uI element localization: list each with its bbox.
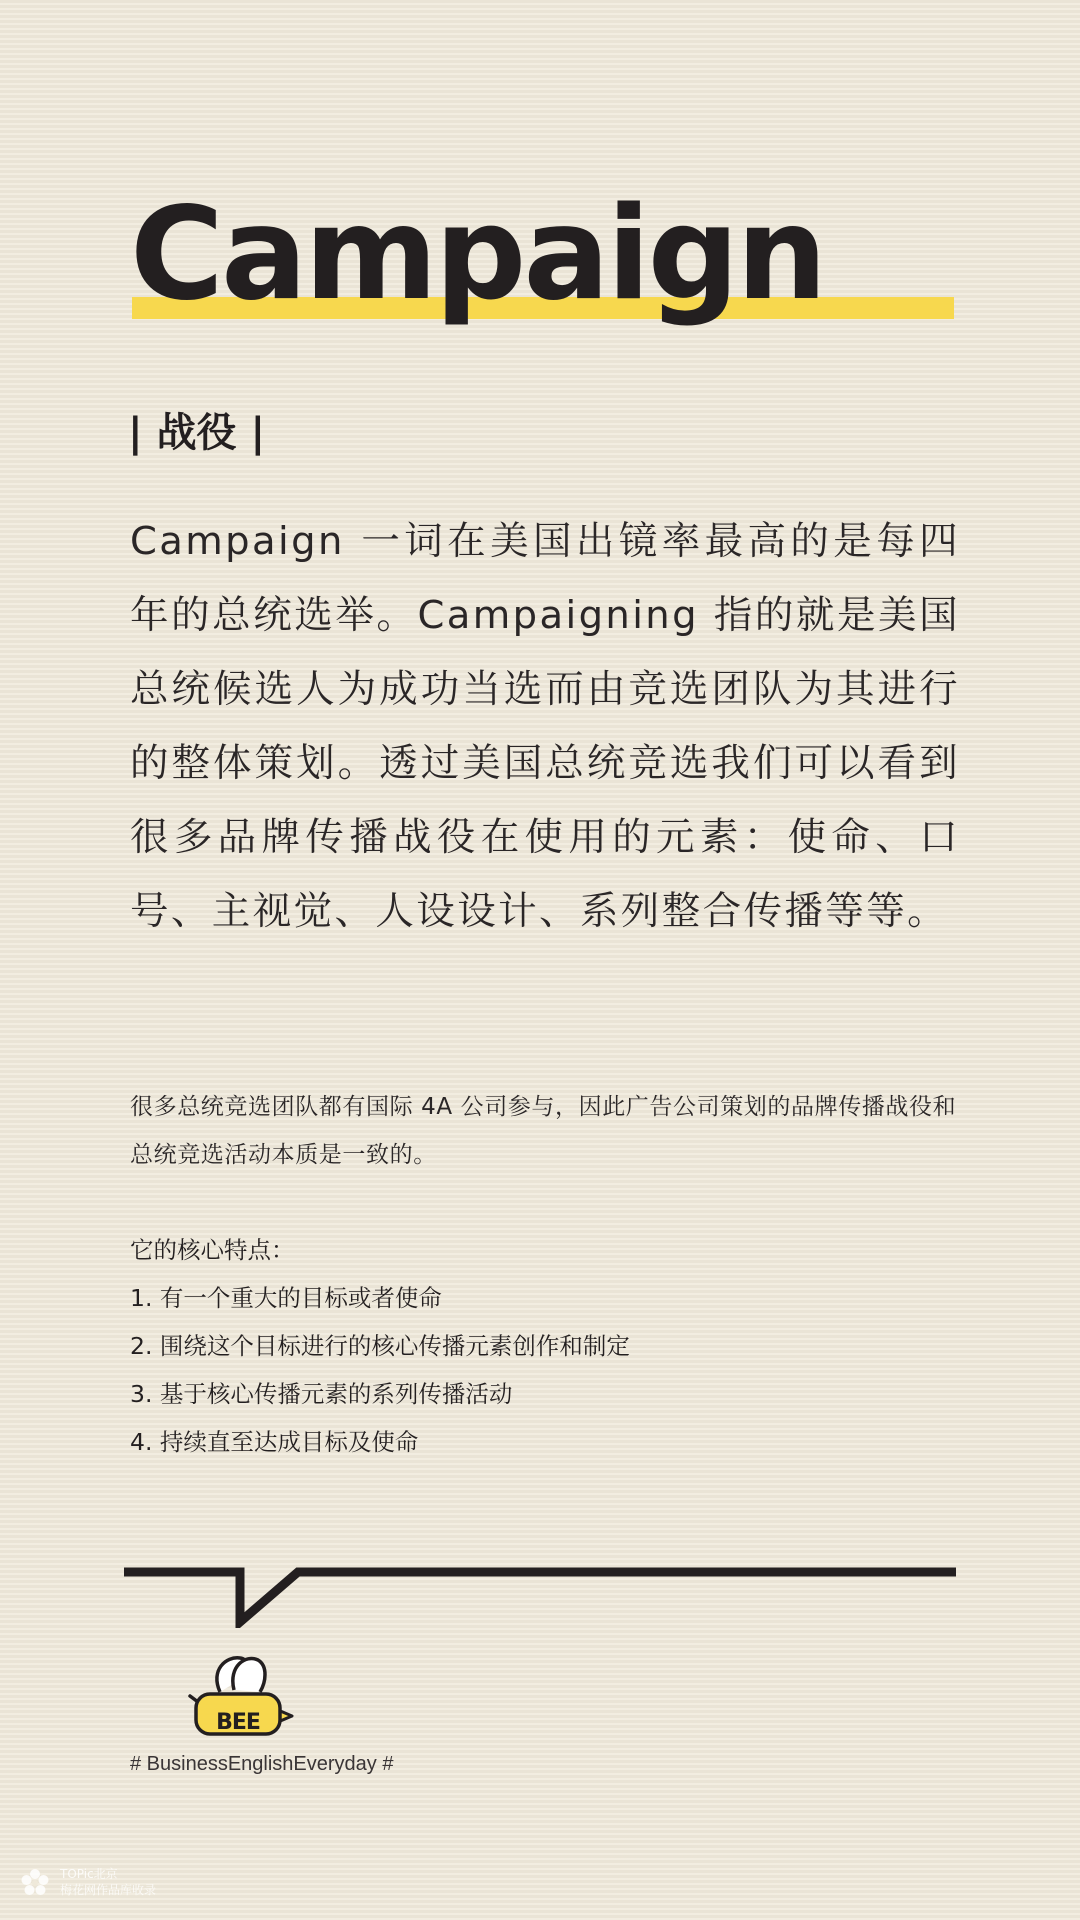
list-item: 3. 基于核心传播元素的系列传播活动: [130, 1380, 513, 1408]
note-paragraph: 很多总统竞选团队都有国际 4A 公司参与，因此广告公司策划的品牌传播战役和总统竞选活动本质是一致的。: [130, 1094, 957, 1168]
hashtag-text: # BusinessEnglishEveryday #: [130, 1753, 394, 1775]
speech-divider-line: [122, 1558, 958, 1628]
title-block: [130, 180, 956, 355]
page-subtitle: | 战役 |: [128, 410, 266, 456]
bee-logo: [188, 1652, 294, 1740]
page-title: Campaign: [130, 180, 825, 329]
watermark-line-1: TOPic北京: [60, 1867, 118, 1881]
flower-icon: [20, 1868, 50, 1898]
list-item: 1. 有一个重大的目标或者使命: [130, 1284, 442, 1312]
body-paragraph: Campaign 一词在美国出镜率最高的是每四年的总统选举。Campaigning 指的就是美国总统候选人为成功当选而由竞选团队为其进行的整体策划。透过美国总统竞选我们可以看到很多品牌传播战役在使用的元素：使命、口号、主视觉、人设设计、系列整合传播等等。: [130, 519, 960, 934]
watermark-line-2: 梅花网作品库收录: [60, 1883, 157, 1897]
bee-logo-text: BEE: [216, 1710, 260, 1735]
features-list: [130, 1274, 960, 1466]
list-item: 4. 持续直至达成目标及使命: [130, 1428, 419, 1456]
features-heading: 它的核心特点：: [130, 1236, 295, 1264]
list-item: 2. 围绕这个目标进行的核心传播元素创作和制定: [130, 1332, 630, 1360]
features-section: [130, 1226, 960, 1466]
